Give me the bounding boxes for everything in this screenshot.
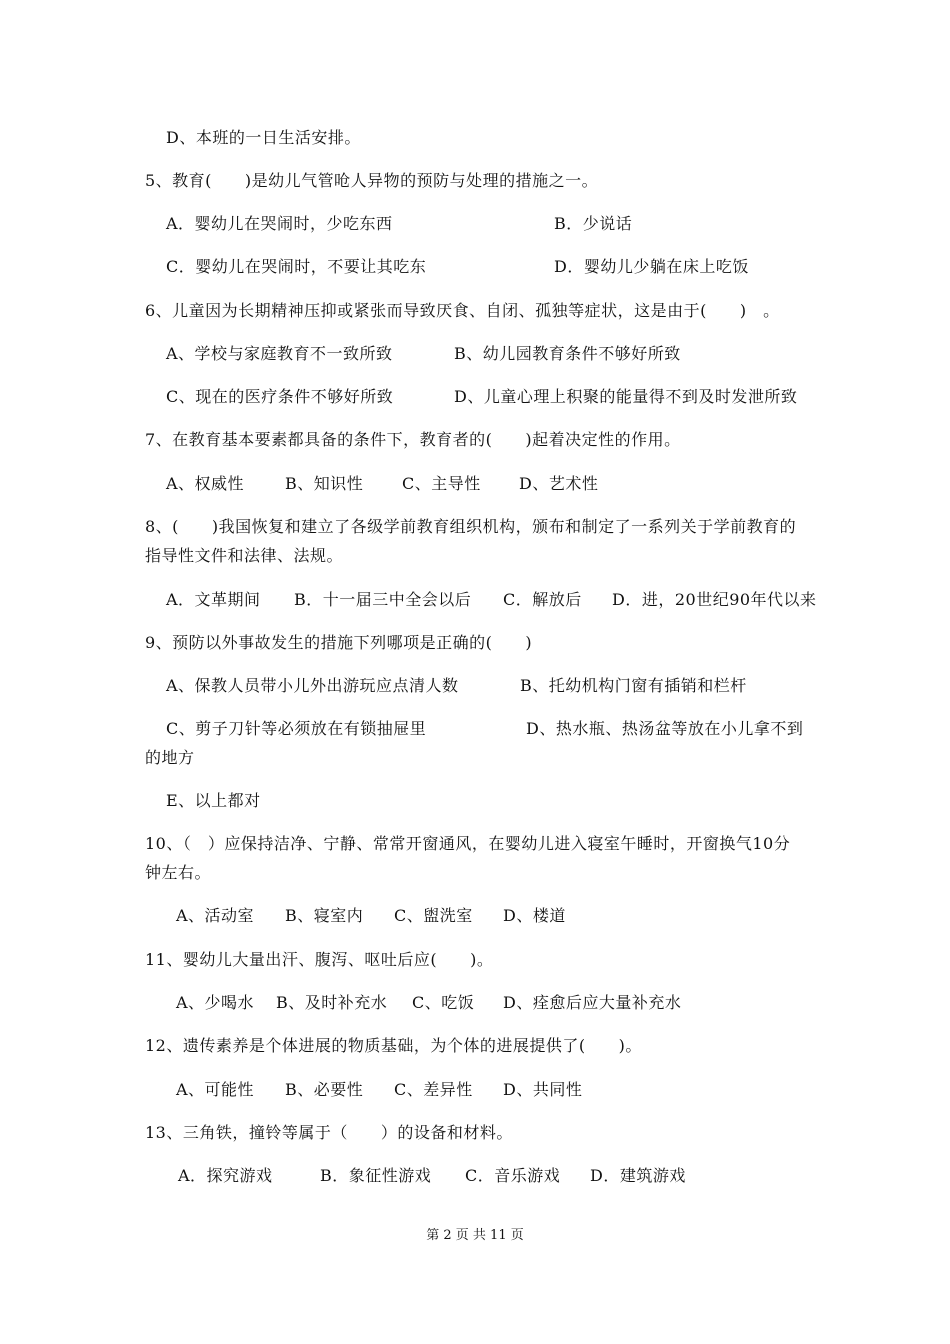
question-line: 指导性文件和法律、法规。 [145, 546, 344, 565]
option-line: B．象征性游戏 [320, 1166, 432, 1185]
option-line: B、必要性 [285, 1080, 364, 1099]
option-line: A、少喝水 [176, 993, 255, 1012]
option-line: A、活动室 [176, 906, 255, 925]
option-line: D．建筑游戏 [590, 1166, 686, 1185]
option-line: A．文革期间 [166, 590, 261, 609]
option-line: B、寝室内 [285, 906, 364, 925]
option-line: A、保教人员带小儿外出游玩应点清人数 [166, 676, 459, 695]
option-line: D、本班的一日生活安排。 [166, 128, 361, 147]
question-line: 10、（ ）应保持洁净、宁静、常常开窗通风，在婴幼儿进入寝室午睡时，开窗换气10分 [145, 834, 791, 853]
question-line: 9、预防以外事故发生的措施下列哪项是正确的( ) [145, 633, 533, 652]
page-footer: 第 2 页 共 11 页 [426, 1228, 524, 1243]
option-line: D、儿童心理上积聚的能量得不到及时发泄所致 [454, 387, 798, 406]
option-line: B、知识性 [285, 474, 364, 493]
option-line: B、及时补充水 [276, 993, 388, 1012]
question-line: 6、儿童因为长期精神压抑或紧张而导致厌食、自闭、孤独等症状，这是由于( ) 。 [145, 301, 780, 320]
option-line: D、共同性 [503, 1080, 583, 1099]
question-line: 12、遗传素养是个体进展的物质基础，为个体的进展提供了( )。 [145, 1036, 642, 1055]
option-line: A．婴幼儿在哭闹时，少吃东西 [166, 214, 393, 233]
option-line: E、以上都对 [166, 791, 261, 810]
option-line: B．少说话 [554, 214, 633, 233]
option-line: C．婴幼儿在哭闹时，不要让其吃东 [166, 257, 427, 276]
option-line: D、热水瓶、热汤盆等放在小儿拿不到 [526, 719, 804, 738]
question-line: 5、教育( )是幼儿气管呛人异物的预防与处理的措施之一。 [145, 171, 599, 190]
option-line: D．婴幼儿少躺在床上吃饭 [554, 257, 749, 276]
option-line: C、主导性 [402, 474, 481, 493]
option-line: B、托幼机构门窗有插销和栏杆 [520, 676, 747, 695]
option-line: D、楼道 [503, 906, 566, 925]
option-line: A、学校与家庭教育不一致所致 [166, 344, 393, 363]
option-line: C．解放后 [503, 590, 582, 609]
option-line: C．音乐游戏 [465, 1166, 561, 1185]
option-line: C、剪子刀针等必须放在有锁抽屉里 [166, 719, 427, 738]
option-line: A、权威性 [166, 474, 245, 493]
option-line: D、艺术性 [519, 474, 599, 493]
question-line: 钟左右。 [145, 863, 212, 882]
option-line: C、吃饭 [412, 993, 475, 1012]
option-line: C、现在的医疗条件不够好所致 [166, 387, 394, 406]
option-line: D．进，20世纪90年代以来 [612, 590, 817, 609]
option-line: D、痊愈后应大量补充水 [503, 993, 682, 1012]
option-line: C、差异性 [394, 1080, 473, 1099]
option-line: 的地方 [145, 748, 195, 767]
option-line: C、盥洗室 [394, 906, 473, 925]
option-line: A．探究游戏 [178, 1166, 273, 1185]
option-line: B、幼儿园教育条件不够好所致 [454, 344, 681, 363]
option-line: A、可能性 [176, 1080, 255, 1099]
question-line: 11、婴幼儿大量出汗、腹泻、呕吐后应( )。 [145, 950, 494, 969]
question-line: 13、三角铁，撞铃等属于（ ）的设备和材料。 [145, 1123, 513, 1142]
question-line: 7、在教育基本要素都具备的条件下，教育者的( )起着决定性的作用。 [145, 430, 681, 449]
question-line: 8、( )我国恢复和建立了各级学前教育组织机构，颁布和制定了一系列关于学前教育的 [145, 517, 797, 536]
option-line: B．十一届三中全会以后 [294, 590, 472, 609]
